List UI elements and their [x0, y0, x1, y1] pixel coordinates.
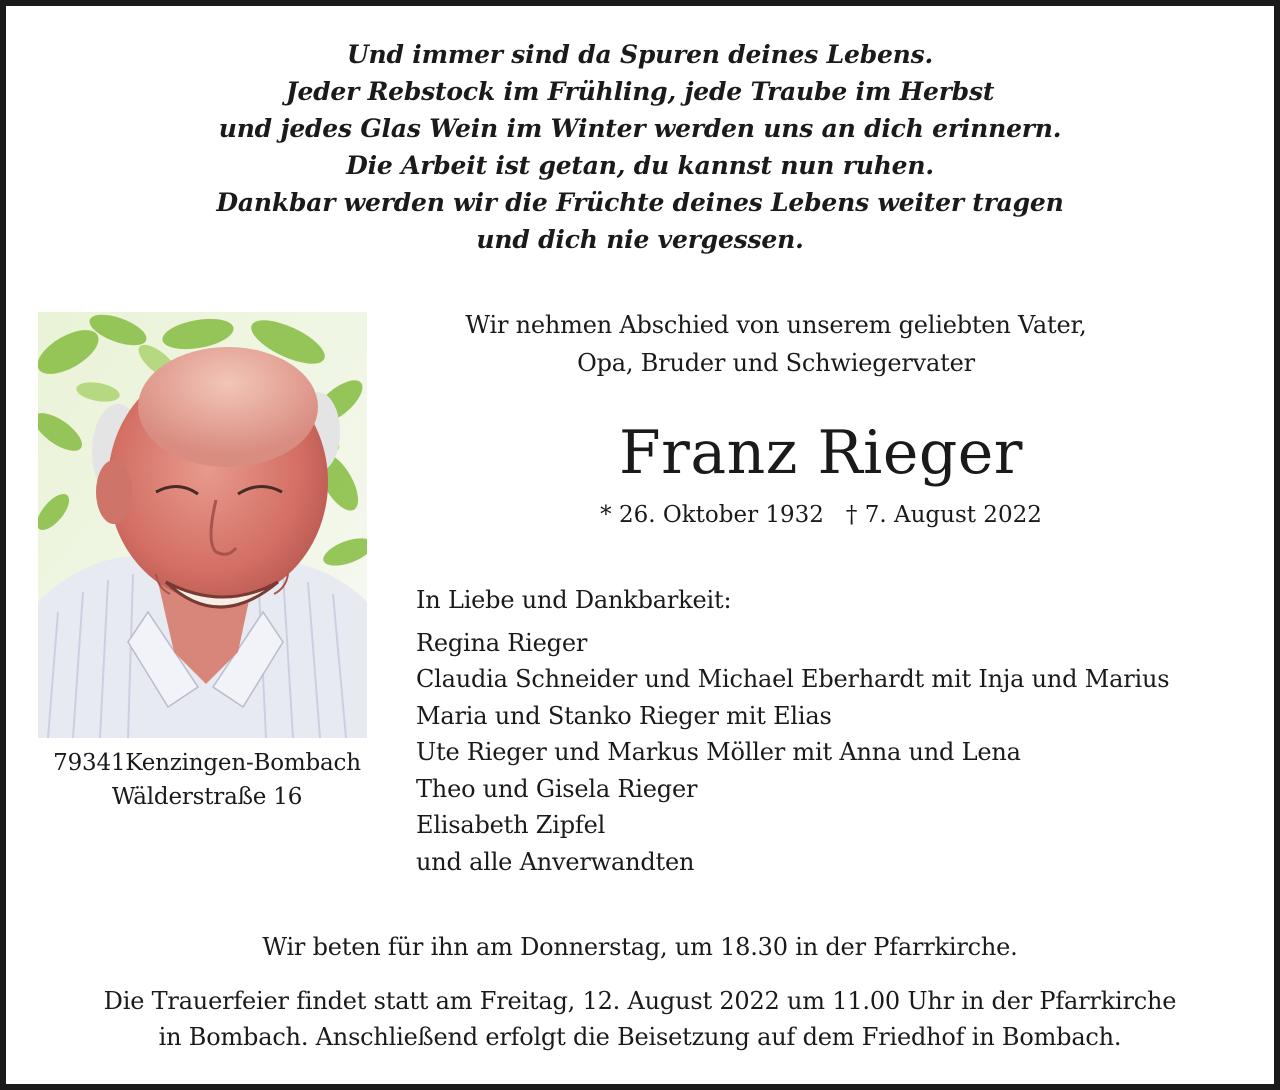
mourner-name: Theo und Gisela Rieger [416, 774, 698, 803]
poem-line: und dich nie vergessen. [476, 225, 804, 254]
address-block [32, 746, 382, 814]
poem-line: und jedes Glas Wein im Winter werden uns an dich erinnern. [218, 114, 1062, 143]
mourners-list [416, 582, 1169, 880]
address-city: 79341Kenzingen-Bombach [53, 750, 361, 776]
mourner-name: und alle Anverwandten [416, 847, 695, 876]
farewell-intro [406, 306, 1146, 382]
deceased-name: Franz Rieger [619, 418, 1023, 488]
funeral-details [6, 983, 1274, 1055]
portrait-photo [38, 312, 367, 738]
memorial-poem [6, 36, 1274, 258]
portrait-image [38, 312, 367, 738]
mourner-name: Claudia Schneider und Michael Eberhardt mit Inja und Marius [416, 665, 1170, 693]
mourner-name: Maria und Stanko Rieger mit Elias [416, 701, 832, 730]
intro-line: Opa, Bruder und Schwiegervater [577, 349, 975, 377]
mourner-name: Ute Rieger und Markus Möller mit Anna und Lena [416, 738, 1021, 766]
mourner-name: Elisabeth Zipfel [416, 811, 606, 839]
poem-line: Jeder Rebstock im Frühling, jede Traube im Herbst [285, 77, 995, 106]
intro-line: Wir nehmen Abschied von unserem geliebten Vater, [465, 311, 1087, 339]
death-date: † 7. August 2022 [845, 502, 1042, 528]
funeral-line: in Bombach. Anschließend erfolgt die Beisetzung auf dem Friedhof in Bombach. [158, 1023, 1122, 1051]
mourner-name: Regina Rieger [416, 628, 588, 657]
address-street: Wälderstraße 16 [111, 784, 303, 810]
life-dates [406, 499, 1236, 531]
poem-line: Und immer sind da Spuren deines Lebens. [346, 40, 934, 69]
birth-date: * 26. Oktober 1932 [600, 502, 824, 528]
funeral-line: Die Trauerfeier findet statt am Freitag, 12. August 2022 um 11.00 Uhr in der Pfarrkirche [103, 987, 1177, 1015]
poem-line: Die Arbeit ist getan, du kannst nun ruhen. [346, 151, 934, 180]
poem-line: Dankbar werden wir die Früchte deines Lebens weiter tragen [216, 188, 1064, 217]
mourners-heading: In Liebe und Dankbarkeit: [416, 586, 732, 614]
prayer-service-note: Wir beten für ihn am Donnerstag, um 18.30 in der Pfarrkirche. [262, 933, 1018, 961]
